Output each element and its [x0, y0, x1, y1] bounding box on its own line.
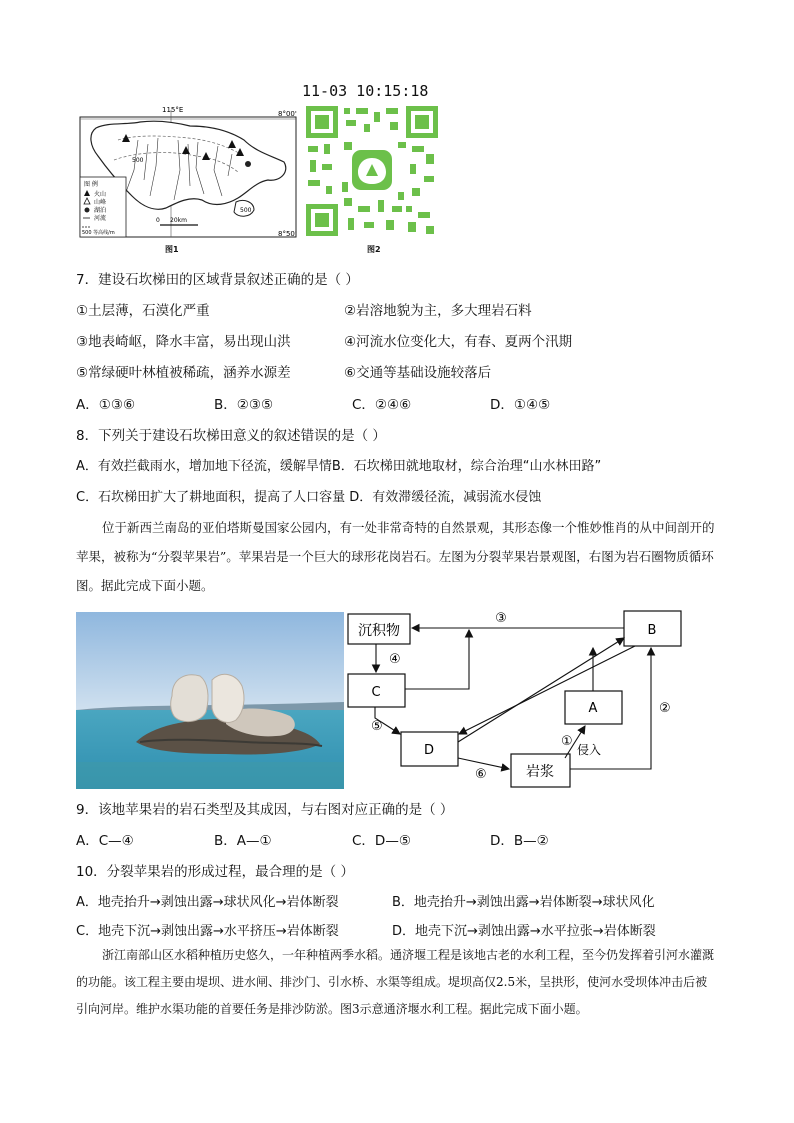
passage-tongji-weir: 浙江南部山区水稻种植历史悠久，一年种植两季水稻。通济堰工程是该地古老的水利工程，至今仍发挥着引河水灌溉的功能。该工程主要由堤坝、进水闸、排沙门、引水桥、水渠等组成。堤坝高仅2.5米，呈拱形，使河水受坝体冲击后被引向河岸。维护水渠功能的首要任务是排沙防淤。图3示意通济堰水利工程。据此完成下面小题。 [76, 948, 715, 1016]
rock-cycle-diagram [345, 606, 690, 796]
q7-option-c[interactable]: C．②④⑥ [352, 397, 412, 413]
legend-item-2: 山峰 [94, 199, 107, 206]
q8-stem: 8．下列关于建设石坎梯田意义的叙述错误的是（ ） [76, 428, 386, 444]
legend-item-4: 河流 [94, 215, 107, 222]
q9-option-d[interactable]: D．B—② [490, 833, 549, 849]
label-intrusion: 侵入 [577, 743, 602, 757]
sky [76, 612, 344, 710]
q10-option-d[interactable]: D．地壳下沉→剥蚀出露→水平拉张→岩体断裂 [392, 924, 656, 939]
q9-option-c[interactable]: C．D—⑤ [352, 833, 411, 849]
arrow-d-b [458, 638, 624, 742]
qr-timestamp: 11-03 10:15:18 [302, 82, 429, 100]
lake-marker [245, 161, 251, 167]
q7-item-1: ①土层薄，石漠化严重 [76, 303, 210, 319]
q10-option-c[interactable]: C．地壳下沉→剥蚀出露→水平挤压→岩体断裂 [76, 924, 339, 939]
rock-cycle-svg [345, 606, 690, 796]
q9-stem: 9．该地苹果岩的岩石类型及其成因，与右图对应正确的是（ ） [76, 802, 454, 818]
figure-2-caption: 图2 [367, 245, 381, 254]
scale-zero: 0 [156, 217, 160, 224]
contour-label-b: 500 [240, 207, 252, 214]
q7-item-4: ④河流水位变化大，有春、夏两个汛期 [344, 334, 573, 350]
label-3: ③ [495, 611, 507, 626]
qr-code-svg [302, 102, 442, 240]
island-map-svg [78, 100, 298, 240]
legend-item-3: 湖泊 [94, 207, 107, 214]
legend-item-5: 500 等高线/m [82, 230, 115, 236]
passage-apple-rock: 位于新西兰南岛的亚伯塔斯曼国家公园内，有一处非常奇特的自然景观，其形态像一个惟妙惟肖的从中间剖开的苹果，被称为“分裂苹果岩”。苹果岩是一个巨大的球形花岗岩石。左图为分裂苹果岩景观图，右图为岩石圈物质循环图。据此完成下面小题。 [76, 520, 715, 593]
q8-options-line-2[interactable]: C．石坎梯田扩大了耕地面积，提高了人口容量 D．有效滞缓径流，减弱流水侵蚀 [76, 490, 542, 505]
label-a: A [588, 701, 598, 716]
q7-item-6: ⑥交通等基础设施较落后 [344, 365, 492, 381]
figure-1-map [78, 100, 298, 240]
q7-item-2: ②岩溶地貌为主，多大理岩石料 [344, 303, 532, 319]
photo-svg [76, 612, 344, 789]
label-c: C [371, 685, 381, 700]
label-sediment: 沉积物 [358, 623, 400, 639]
label-5: ⑤ [371, 719, 383, 734]
map-lon-label: 115°E [162, 106, 184, 114]
q7-option-a[interactable]: A．①③⑥ [76, 397, 136, 413]
q9-option-a[interactable]: A．C—④ [76, 833, 134, 849]
contour-label-a: 500 [132, 157, 144, 164]
qr-code[interactable] [302, 102, 442, 240]
legend-item-1: 火山 [94, 191, 107, 198]
q8-options-line-1[interactable]: A．有效拦截雨水，增加地下径流，缓解旱情B．石坎梯田就地取材，综合治理“山水林田路” [76, 459, 602, 474]
label-4: ④ [389, 652, 401, 667]
split-apple-rock-photo [76, 612, 344, 789]
q7-option-d[interactable]: D．①④⑤ [490, 397, 551, 413]
q9-option-b[interactable]: B．A—① [214, 833, 272, 849]
label-1: ① [561, 734, 573, 749]
lake-legend-icon [85, 208, 90, 213]
label-2: ② [659, 701, 671, 716]
map-lat-top: 8°00' [278, 110, 297, 118]
q7-item-5: ⑤常绿硬叶林植被稀疏，涵养水源差 [76, 365, 291, 381]
apple-half-left [171, 675, 208, 722]
label-magma: 岩浆 [526, 764, 554, 780]
label-b: B [647, 623, 657, 638]
map-lat-bottom: 8°50' [278, 230, 297, 238]
apple-half-right [212, 674, 244, 722]
q7-item-3: ③地表崎岖，降水丰富，易出现山洪 [76, 334, 291, 350]
legend-title: 图 例 [84, 181, 98, 188]
q10-option-b[interactable]: B．地壳抬升→剥蚀出露→岩体断裂→球状风化 [392, 895, 655, 910]
q7-stem: 7．建设石坎梯田的区域背景叙述正确的是（ ） [76, 272, 359, 288]
foreground-water [76, 762, 344, 789]
q7-option-b[interactable]: B．②③⑤ [214, 397, 274, 413]
scale-label: 20km [170, 217, 187, 224]
figure-1-caption: 图1 [165, 245, 179, 254]
arrow-c-up [405, 630, 469, 689]
q10-option-a[interactable]: A．地壳抬升→剥蚀出露→球状风化→岩体断裂 [76, 895, 339, 910]
label-d: D [423, 743, 435, 758]
label-6: ⑥ [475, 767, 487, 782]
q10-stem: 10．分裂苹果岩的形成过程，最合理的是（ ） [76, 864, 354, 880]
